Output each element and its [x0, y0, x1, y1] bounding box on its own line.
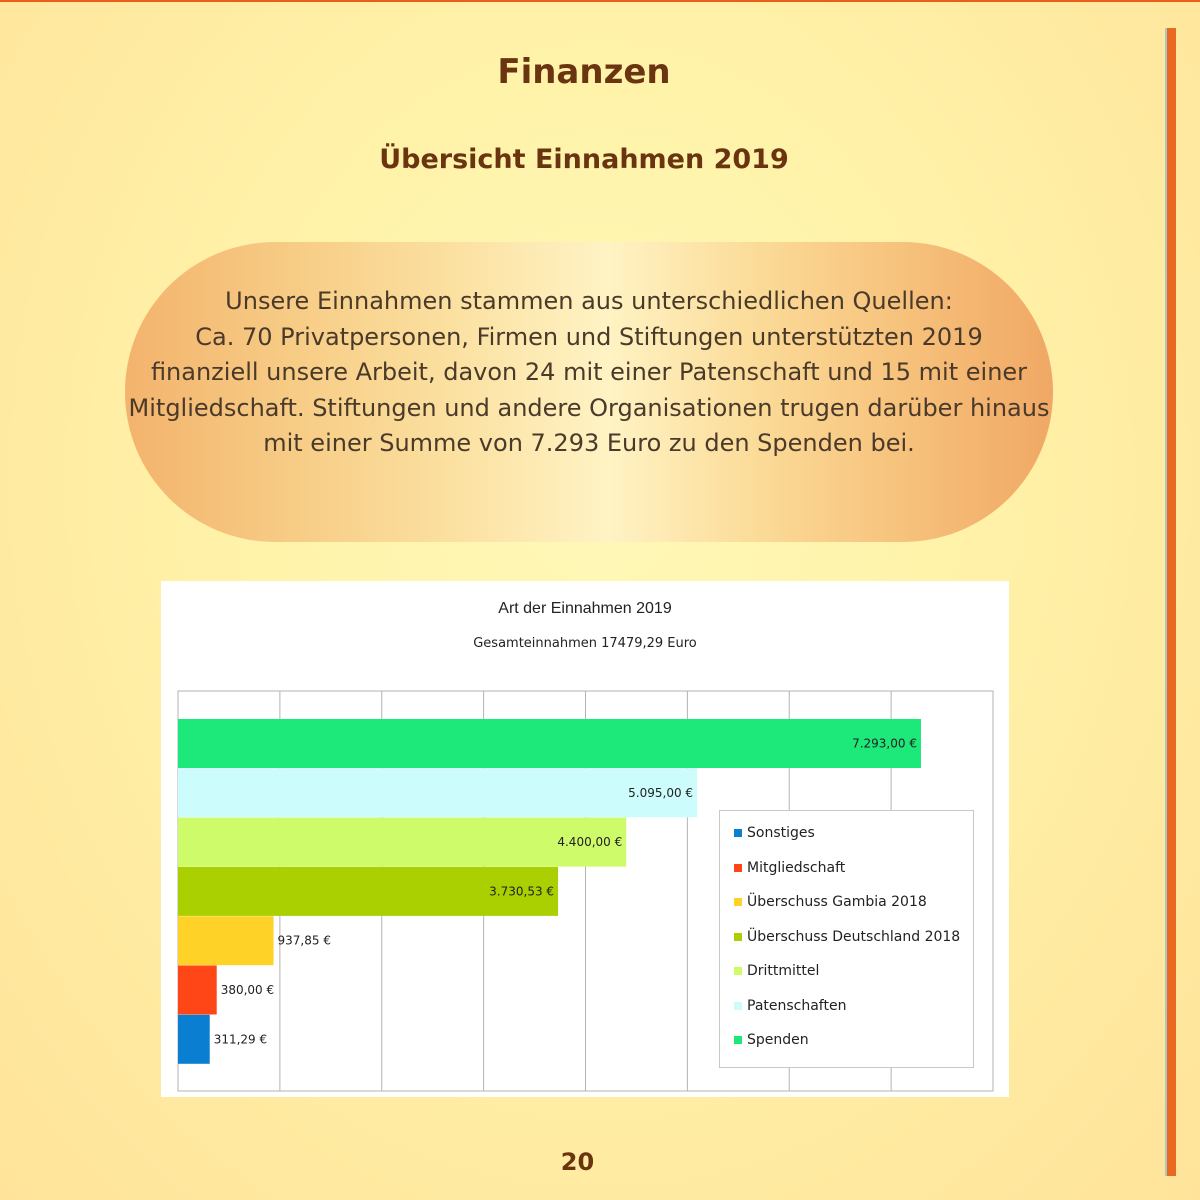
chart-title: Art der Einnahmen 2019 [498, 600, 672, 617]
bar [178, 768, 697, 817]
chart-legend [719, 810, 974, 1068]
legend-label: Sonstiges [747, 825, 815, 841]
bar-value-label: 3.730,53 € [489, 884, 555, 899]
legend-label: Überschuss Gambia 2018 [747, 894, 927, 910]
intro-line: Mitgliedschaft. Stiftungen und andere Organisationen trugen darüber hinaus [128, 393, 1050, 422]
intro-line: finanziell unsere Arbeit, davon 24 mit einer Patenschaft und 15 mit einer [150, 358, 1028, 386]
legend-item [734, 892, 927, 912]
legend-item [734, 1030, 809, 1050]
page-number: 20 [560, 1148, 595, 1176]
legend-swatch [734, 1002, 742, 1010]
chart-panel [161, 581, 1009, 1097]
legend-swatch [734, 1036, 742, 1044]
legend-swatch [734, 933, 742, 941]
legend-item [734, 858, 845, 878]
chart-subtitle: Gesamteinnahmen 17479,29 Euro [473, 636, 697, 651]
bar-value-label: 5.095,00 € [628, 785, 694, 800]
legend-item [734, 961, 819, 981]
intro-line: Ca. 70 Privatpersonen, Firmen und Stiftungen unterstützten 2019 [195, 322, 983, 351]
intro-line: Unsere Einnahmen stammen aus unterschiedlichen Quellen: [225, 287, 953, 315]
bar [178, 719, 921, 768]
bar-value-label: 7.293,00 € [852, 736, 917, 751]
intro-paragraph [125, 284, 1053, 462]
page-subtitle: Übersicht Einnahmen 2019 [379, 144, 789, 175]
bar-value-label: 311,29 € [213, 1032, 268, 1047]
right-accent-rule [1165, 28, 1176, 1176]
page-title: Finanzen [497, 52, 671, 92]
legend-item [734, 996, 846, 1016]
legend-label: Mitgliedschaft [747, 859, 846, 876]
legend-swatch [734, 967, 742, 975]
legend-label: Überschuss Deutschland 2018 [747, 928, 961, 945]
bar [178, 1015, 210, 1064]
legend-label: Spenden [747, 1032, 809, 1048]
legend-swatch [734, 829, 742, 837]
legend-label: Drittmittel [747, 963, 820, 979]
bar-value-label: 4.400,00 € [557, 835, 623, 850]
bar [178, 966, 217, 1015]
legend-swatch [734, 864, 742, 872]
bar-value-label: 380,00 € [220, 983, 275, 997]
legend-item [734, 927, 960, 947]
bar [178, 916, 274, 965]
legend-item [734, 823, 815, 843]
top-border-line [0, 0, 1200, 2]
legend-label: Patenschaften [747, 997, 847, 1014]
legend-swatch [734, 898, 742, 906]
bar-value-label: 937,85 € [277, 933, 331, 948]
intro-line: mit einer Summe von 7.293 Euro zu den Spenden bei. [263, 429, 915, 457]
